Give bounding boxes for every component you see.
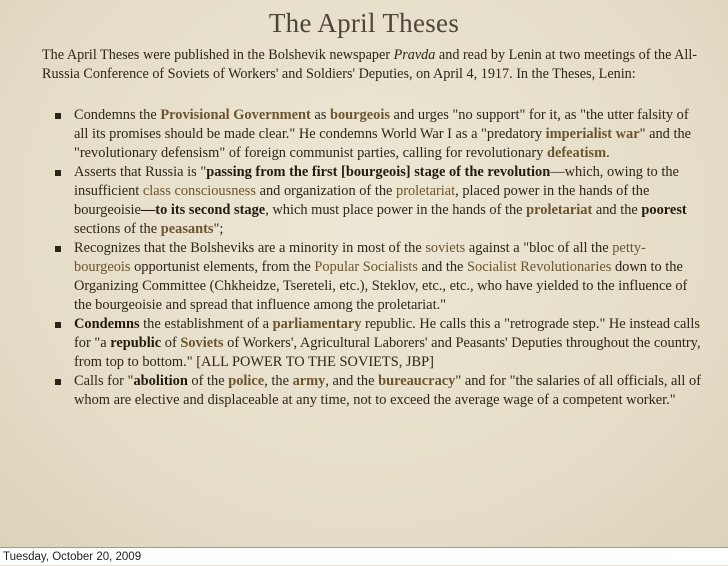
thesis-text: of the	[187, 373, 229, 389]
thesis-item	[50, 239, 702, 315]
thesis-text: —which, owing to the insufficient	[74, 164, 679, 199]
highlighted-term: —to its second stage	[140, 202, 266, 218]
highlighted-term[interactable]: peasants	[160, 221, 214, 237]
thesis-text: republic. He calls this a "retrograde step." He instead calls for "a	[74, 316, 701, 351]
highlighted-term[interactable]: class consciousness	[142, 183, 256, 199]
thesis-text: " and the "revolutionary defensism" of foreign communist parties, calling for revolutionary	[74, 126, 692, 161]
thesis-text: Condemns the	[74, 107, 161, 123]
highlighted-term: abolition	[133, 373, 188, 389]
highlighted-term[interactable]: bureaucracy	[378, 373, 456, 389]
thesis-text: opportunist elements, from the	[130, 259, 315, 275]
thesis-text: of	[161, 335, 181, 351]
thesis-item	[50, 315, 702, 372]
highlighted-term[interactable]: Socialist Revolutionaries	[467, 259, 612, 275]
newspaper-name: Pravda	[393, 47, 436, 63]
highlighted-term: Condemns	[74, 316, 140, 332]
thesis-text: and the	[592, 202, 642, 218]
highlighted-term: republic	[110, 335, 162, 351]
thesis-text: , the	[264, 373, 293, 389]
theses-list	[50, 106, 702, 410]
highlighted-term[interactable]: bourgeois	[329, 107, 390, 123]
highlighted-term[interactable]: Popular Socialists	[314, 259, 418, 275]
thesis-text: down to the Organizing Committee (Chkheidze, Tsereteli, etc.), Steklov, etc., etc., who have yielded to the influence of the bourgeoisie and spread that influence among the proletariat."	[74, 259, 688, 313]
highlighted-term[interactable]: proletariat	[396, 183, 456, 199]
highlighted-term[interactable]: police	[228, 373, 265, 389]
highlighted-term[interactable]: parliamentary	[272, 316, 362, 332]
thesis-text: , placed power in the hands of the bourgeoisie	[74, 183, 650, 218]
intro-text-before: The April Theses were published in the Bolshevik newspaper	[42, 47, 394, 63]
thesis-text: sections of the	[74, 221, 161, 237]
thesis-text: Calls for "	[74, 373, 134, 389]
highlighted-term[interactable]: petty-bourgeois	[74, 240, 646, 275]
highlighted-term[interactable]: soviets	[425, 240, 466, 256]
thesis-text: " and for "the salaries of all officials, all of whom are elective and displaceable at any time, not to exceed the average wage of a competent worker."	[74, 373, 702, 408]
thesis-text: , which must place power in the hands of the	[265, 202, 527, 218]
slide-title: The April Theses	[268, 8, 460, 38]
highlighted-term[interactable]: imperialist war	[545, 126, 640, 142]
thesis-text: , and the	[325, 373, 379, 389]
footer-date: Tuesday, October 20, 2009	[0, 547, 728, 565]
thesis-text: ";	[213, 221, 224, 237]
thesis-text: Recognizes that the Bolsheviks are a minority in most of the	[74, 240, 426, 256]
thesis-text: and organization of the	[256, 183, 396, 199]
thesis-text: and the	[417, 259, 468, 275]
intro-text-after: and read by Lenin at two meetings of the All-Russia Conference of Soviets of Workers' and Soldiers' Deputies, on April 4, 1917. In the Theses, Lenin:	[42, 47, 697, 82]
highlighted-term[interactable]: Provisional Government	[160, 107, 311, 123]
thesis-text: .	[606, 145, 610, 161]
thesis-item	[50, 163, 702, 239]
thesis-text: and urges "no support" for it, as "the utter falsity of all its promises should be made clear." He condemns World War I as a "predatory	[74, 107, 689, 142]
intro-paragraph	[42, 46, 702, 84]
thesis-text: the establishment of a	[139, 316, 273, 332]
highlighted-term[interactable]: Soviets	[180, 335, 224, 351]
thesis-text: of Workers', Agricultural Laborers' and Peasants' Deputies throughout the country, from top to bottom." [ALL POWER TO THE SOVIETS, JBP]	[74, 335, 701, 370]
highlighted-term: poorest	[641, 202, 687, 218]
highlighted-term[interactable]: defeatism	[546, 145, 607, 161]
highlighted-term: passing from the first [bourgeois] stage of the revolution	[206, 164, 551, 180]
highlighted-term[interactable]: proletariat	[526, 202, 593, 218]
thesis-text: Asserts that Russia is "	[74, 164, 207, 180]
thesis-item	[50, 106, 702, 163]
highlighted-term[interactable]: army	[292, 373, 326, 389]
thesis-text: against a "bloc of all the	[465, 240, 613, 256]
thesis-text: as	[310, 107, 330, 123]
thesis-item	[50, 372, 702, 410]
